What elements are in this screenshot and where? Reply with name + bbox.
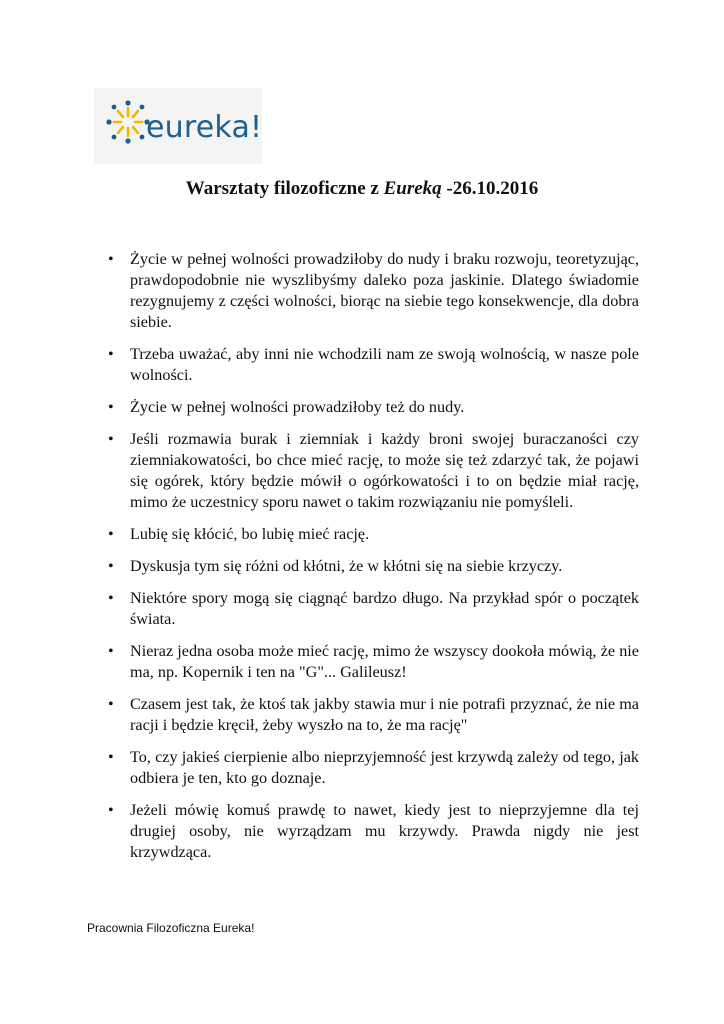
eureka-logo-text: eureka! bbox=[146, 110, 263, 145]
bullet-item: • Trzeba uważać, aby inni nie wchodzili nam ze swoją wolnością, w nasze pole wolności. bbox=[106, 344, 639, 386]
bullet-item: • Życie w pełnej wolności prowadziłoby do nudy i braku rozwoju, teoretyzując, prawdopodobnie nie wyszlibyśmy daleko poza jaskinie. Dlatego świadomie rezygnujemy z części wolności, biorąc na siebie tego konsekwencje, dla dobra siebie. bbox=[106, 249, 639, 333]
bullet-item: • Nieraz jedna osoba może mieć rację, mimo że wszyscy dookoła mówią, że nie ma, np. Kopernik i ten na "G"... Galileusz! bbox=[106, 641, 639, 683]
bullet-item: • Dyskusja tym się różni od kłótni, że w kłótni się na siebie krzyczy. bbox=[106, 556, 639, 577]
title-italic: Eureką bbox=[383, 178, 442, 199]
bullet-item: • Jeśli rozmawia burak i ziemniak i każdy broni swojej buraczaności czy ziemniakowatości, bo chce mieć rację, to może się też zdarzyć tak, że pojawi się ogórek, który będzie mówił o ogórkowatości i to on będzie miał rację, mimo że uczestnicy sporu nawet o takim rozwiązaniu nie pomyśleli. bbox=[106, 429, 639, 513]
bullet-item: • Lubię się kłócić, bo lubię mieć rację. bbox=[106, 524, 639, 545]
bullet-item: • Jeżeli mówię komuś prawdę to nawet, kiedy jest to nieprzyjemne dla tej drugiej osoby, nie wyrządzam mu krzywdy. Prawda nigdy nie jest krzywdząca. bbox=[106, 800, 639, 863]
title-suffix: -26.10.2016 bbox=[441, 178, 539, 199]
bullet-item: • Czasem jest tak, że ktoś tak jakby stawia mur i nie potrafi przyznać, że nie ma racji i będzie kręcił, żeby wyszło na to, że ma rację" bbox=[106, 694, 639, 736]
bullet-item: • Życie w pełnej wolności prowadziłoby też do nudy. bbox=[106, 397, 639, 418]
bullet-list bbox=[106, 249, 639, 874]
page-footer: Pracownia Filozoficzna Eureka! bbox=[87, 921, 255, 935]
eureka-burst-icon bbox=[104, 98, 152, 146]
eureka-logo bbox=[94, 88, 262, 164]
bullet-item: • To, czy jakieś cierpienie albo nieprzyjemność jest krzywdą zależy od tego, jak odbiera je ten, kto go doznaje. bbox=[106, 747, 639, 789]
page-title bbox=[0, 178, 724, 200]
title-prefix: Warsztaty filozoficzne z bbox=[185, 178, 384, 199]
bullet-item: • Niektóre spory mogą się ciągnąć bardzo długo. Na przykład spór o początek świata. bbox=[106, 588, 639, 630]
